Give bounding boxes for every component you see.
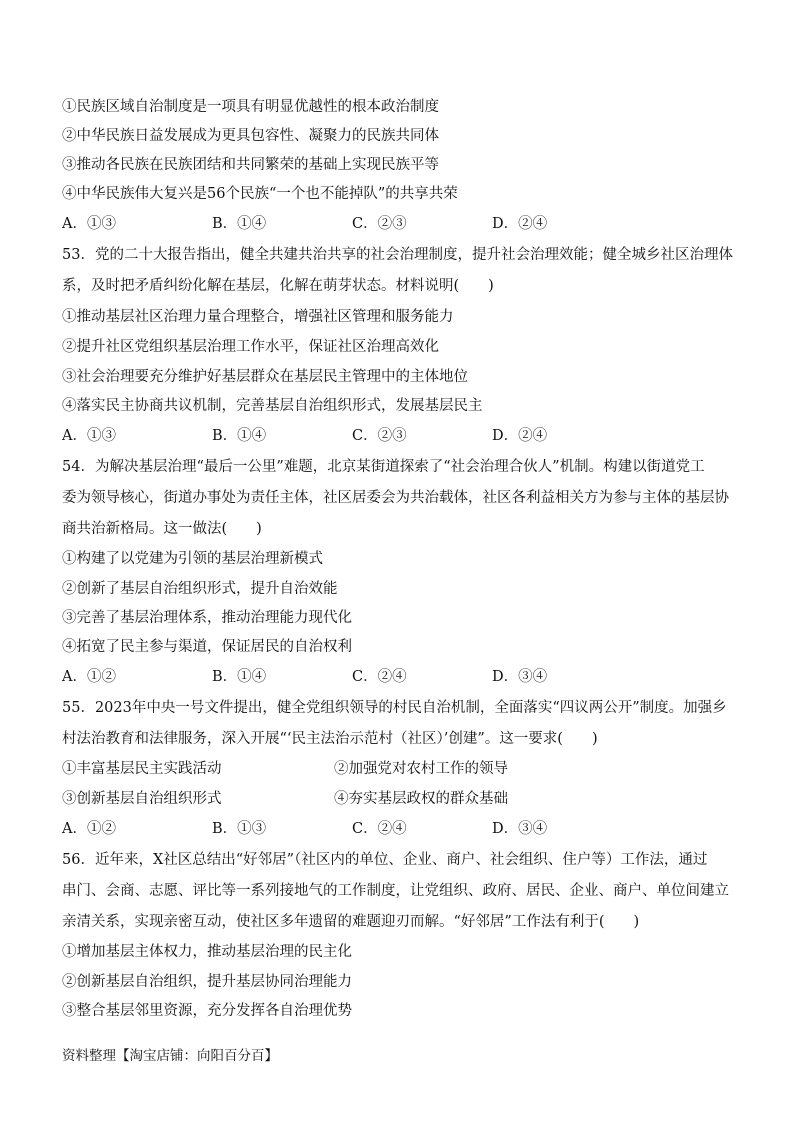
q55-item-4: ④夯实基层政权的群众基础 xyxy=(334,791,508,807)
q52-option-b: B．①④ xyxy=(212,216,267,232)
q56-item-2: ②创新基层自治组织，提升基层协同治理能力 xyxy=(62,974,352,990)
q52-item-4: ④中华民族伟大复兴是56个民族“一个也不能掉队”的共享共荣 xyxy=(62,186,458,202)
q54-option-c: C．②④ xyxy=(352,669,407,685)
q53-option-a: A．①③ xyxy=(62,428,116,444)
q54-item-2: ②创新了基层自治组织形式，提升自治效能 xyxy=(62,581,338,597)
q52-option-c: C．②③ xyxy=(352,216,407,232)
q55-stem-line-2: 村法治教育和法律服务，深入开展“‘民主法治示范村（社区）’创建”。这一要求( ) xyxy=(62,731,598,747)
q56-stem-line-3: 亲清关系，实现亲密互动，使社区多年遗留的难题迎刃而解。“好邻居”工作法有利于( ) xyxy=(62,914,640,930)
q55-option-c: C．②④ xyxy=(352,821,407,837)
q54-option-a: A．①② xyxy=(62,669,116,685)
q53-stem-line-2: 系，及时把矛盾纠纷化解在基层，化解在萌芽状态。材料说明( ) xyxy=(62,278,494,294)
q56-item-3: ③整合基层邻里资源，充分发挥各自治理优势 xyxy=(62,1003,352,1019)
q55-stem-line-1: 55．2023年中央一号文件提出，健全党组织领导的村民自治机制，全面落实“四议两公开”制度。加强乡 xyxy=(62,700,727,716)
q52-option-a: A．①③ xyxy=(62,216,116,232)
q56-stem-line-1: 56．近年来，X社区总结出“好邻居”（社区内的单位、企业、商户、社会组织、住户等）工作法，通过 xyxy=(62,852,708,868)
q53-item-4: ④落实民主协商共议机制，完善基层自治组织形式，发展基层民主 xyxy=(62,398,483,414)
q53-stem-line-1: 53．党的二十大报告指出，健全共建共治共享的社会治理制度，提升社会治理效能；健全城乡社区治理体 xyxy=(62,247,733,263)
q53-item-2: ②提升社区党组织基层治理工作水平，保证社区治理高效化 xyxy=(62,339,439,355)
q53-option-c: C．②③ xyxy=(352,428,407,444)
q52-option-d: D．②④ xyxy=(492,216,548,232)
q55-item-2: ②加强党对农村工作的领导 xyxy=(334,761,508,777)
q53-item-1: ①推动基层社区治理力量合理整合，增强社区管理和服务能力 xyxy=(62,309,454,325)
q56-stem-line-2: 串门、会商、志愿、评比等一系列接地气的工作制度，让党组织、政府、居民、企业、商户、单位间建立 xyxy=(62,883,729,899)
q54-option-b: B．①④ xyxy=(212,669,267,685)
q55-item-1: ①丰富基层民主实践活动 xyxy=(62,761,222,777)
q53-item-3: ③社会治理要充分维护好基层群众在基层民主管理中的主体地位 xyxy=(62,369,468,385)
q55-item-3: ③创新基层自治组织形式 xyxy=(62,791,222,807)
q54-stem-line-2: 委为领导核心，街道办事处为责任主体，社区居委会为共治载体，社区各利益相关方为参与主体的基层协 xyxy=(62,490,729,506)
q54-option-d: D．③④ xyxy=(492,669,548,685)
q53-option-d: D．②④ xyxy=(492,428,548,444)
q54-stem-line-3: 商共治新格局。这一做法( ) xyxy=(62,521,262,537)
q55-option-a: A．①② xyxy=(62,821,116,837)
q54-item-4: ④拓宽了民主参与渠道，保证居民的自治权利 xyxy=(62,639,352,655)
q52-item-2: ②中华民族日益发展成为更具包容性、凝聚力的民族共同体 xyxy=(62,128,439,144)
q56-item-1: ①增加基层主体权力，推动基层治理的民主化 xyxy=(62,944,352,960)
q52-item-3: ③推动各民族在民族团结和共同繁荣的基础上实现民族平等 xyxy=(62,157,439,173)
footer-note: 资料整理【淘宝店铺：向阳百分百】 xyxy=(62,1048,278,1064)
q54-item-3: ③完善了基层治理体系，推动治理能力现代化 xyxy=(62,610,352,626)
q54-item-1: ①构建了以党建为引领的基层治理新模式 xyxy=(62,551,323,567)
q55-option-b: B．①③ xyxy=(212,821,267,837)
q53-option-b: B．①④ xyxy=(212,428,267,444)
q54-stem-line-1: 54．为解决基层治理“最后一公里”难题，北京某街道探索了“社会治理合伙人”机制。构建以街道党工 xyxy=(62,459,705,475)
q52-item-1: ①民族区域自治制度是一项具有明显优越性的根本政治制度 xyxy=(62,99,439,115)
q55-option-d: D．③④ xyxy=(492,821,548,837)
